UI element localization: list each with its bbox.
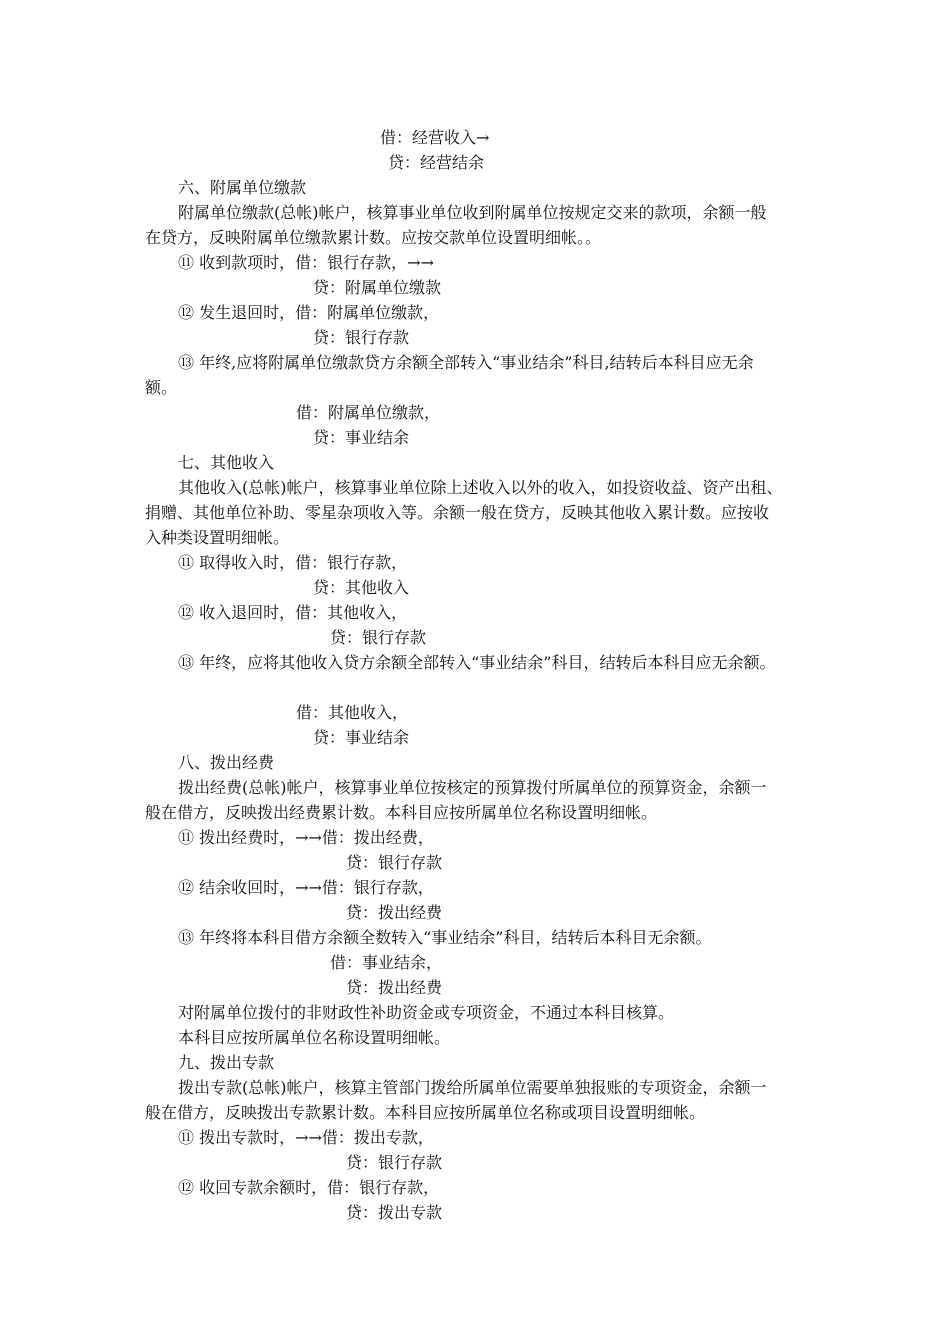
section-heading-9: 九、拨出专款 xyxy=(178,1053,275,1072)
entry-item-2: ⑫ 收回专款余额时，借：银行存款， xyxy=(178,1178,440,1197)
entry-credit-line: 贷：拨出专款 xyxy=(346,1203,443,1222)
entry-item-3: ⑬ 年终，应将其他收入贷方余额全部转入“事业结余”科目，结转后本科目应无余额。 xyxy=(178,653,776,672)
entry-credit-line: 贷：银行存款 xyxy=(330,628,427,647)
entry-item-1: ⑪ 拨出专款时，→→借：拨出专款， xyxy=(178,1128,434,1147)
entry-debit-line: 借：事业结余， xyxy=(330,953,443,972)
entry-item-2: ⑫ 发生退回时，借：附属单位缴款， xyxy=(178,303,440,322)
section-heading-8: 八、拨出经费 xyxy=(178,753,275,772)
entry-credit-line: 贷：事业结余 xyxy=(313,428,410,447)
entry-item-1: ⑪ 收到款项时，借：银行存款，→→ xyxy=(178,253,434,272)
entry-debit-line: 借：经营收入→ xyxy=(380,128,490,147)
paragraph-line: 附属单位缴款(总帐)帐户，核算事业单位收到附属单位按规定交来的款项，余额一般 xyxy=(178,203,767,222)
entry-credit-line: 贷：经营结余 xyxy=(388,153,485,172)
entry-item-1: ⑪ 取得收入时，借：银行存款， xyxy=(178,553,408,572)
entry-debit-line: 借：其他收入， xyxy=(296,703,409,722)
paragraph-line: 入种类设置明细帐。 xyxy=(145,528,290,547)
paragraph-line: 额。 xyxy=(145,378,178,397)
entry-credit-line: 贷：银行存款 xyxy=(346,1153,443,1172)
paragraph-line: 对附属单位拨付的非财政性补助资金或专项资金，不通过本科目核算。 xyxy=(178,1003,675,1022)
entry-item-2: ⑫ 结余收回时，→→借：银行存款， xyxy=(178,878,434,897)
section-heading-7: 七、其他收入 xyxy=(178,453,275,472)
entry-item-1: ⑪ 拨出经费时，→→借：拨出经费， xyxy=(178,828,434,847)
paragraph-line: 般在借方，反映拨出经费累计数。本科目应按所属单位名称设置明细帐。 xyxy=(145,803,658,822)
paragraph-line: 拨出经费(总帐)帐户，核算事业单位按核定的预算拨付所属单位的预算资金，余额一 xyxy=(178,778,767,797)
paragraph-line: 本科目应按所属单位名称设置明细帐。 xyxy=(178,1028,451,1047)
entry-credit-line: 贷：银行存款 xyxy=(313,328,410,347)
entry-credit-line: 贷：附属单位缴款 xyxy=(313,278,442,297)
entry-credit-line: 贷：拨出经费 xyxy=(346,903,443,922)
entry-item-3: ⑬ 年终将本科目借方余额全数转入“事业结余”科目，结转后本科目无余额。 xyxy=(178,928,712,947)
section-heading-6: 六、附属单位缴款 xyxy=(178,178,307,197)
entry-credit-line: 贷：其他收入 xyxy=(313,578,410,597)
paragraph-line: 其他收入(总帐)帐户，核算事业单位除上述收入以外的收入，如投资收益、资产出租、 xyxy=(178,478,783,497)
paragraph-line: 般在借方，反映拨出专款累计数。本科目应按所属单位名称或项目设置明细帐。 xyxy=(145,1103,706,1122)
entry-credit-line: 贷：事业结余 xyxy=(313,728,410,747)
entry-credit-line: 贷：银行存款 xyxy=(346,853,443,872)
entry-item-3: ⑬ 年终,应将附属单位缴款贷方余额全部转入“事业结余”科目,结转后本科目应无余 xyxy=(178,353,754,372)
paragraph-line: 在贷方，反映附属单位缴款累计数。应按交款单位设置明细帐。。 xyxy=(145,228,602,247)
entry-credit-line: 贷：拨出经费 xyxy=(346,978,443,997)
entry-item-2: ⑫ 收入退回时，借：其他收入， xyxy=(178,603,408,622)
paragraph-line: 捐赠、其他单位补助、零星杂项收入等。余额一般在贷方，反映其他收入累计数。应按收 xyxy=(145,503,770,522)
paragraph-line: 拨出专款(总帐)帐户，核算主管部门拨给所属单位需要单独报账的专项资金，余额一 xyxy=(178,1078,767,1097)
entry-debit-line: 借：附属单位缴款， xyxy=(296,403,441,422)
